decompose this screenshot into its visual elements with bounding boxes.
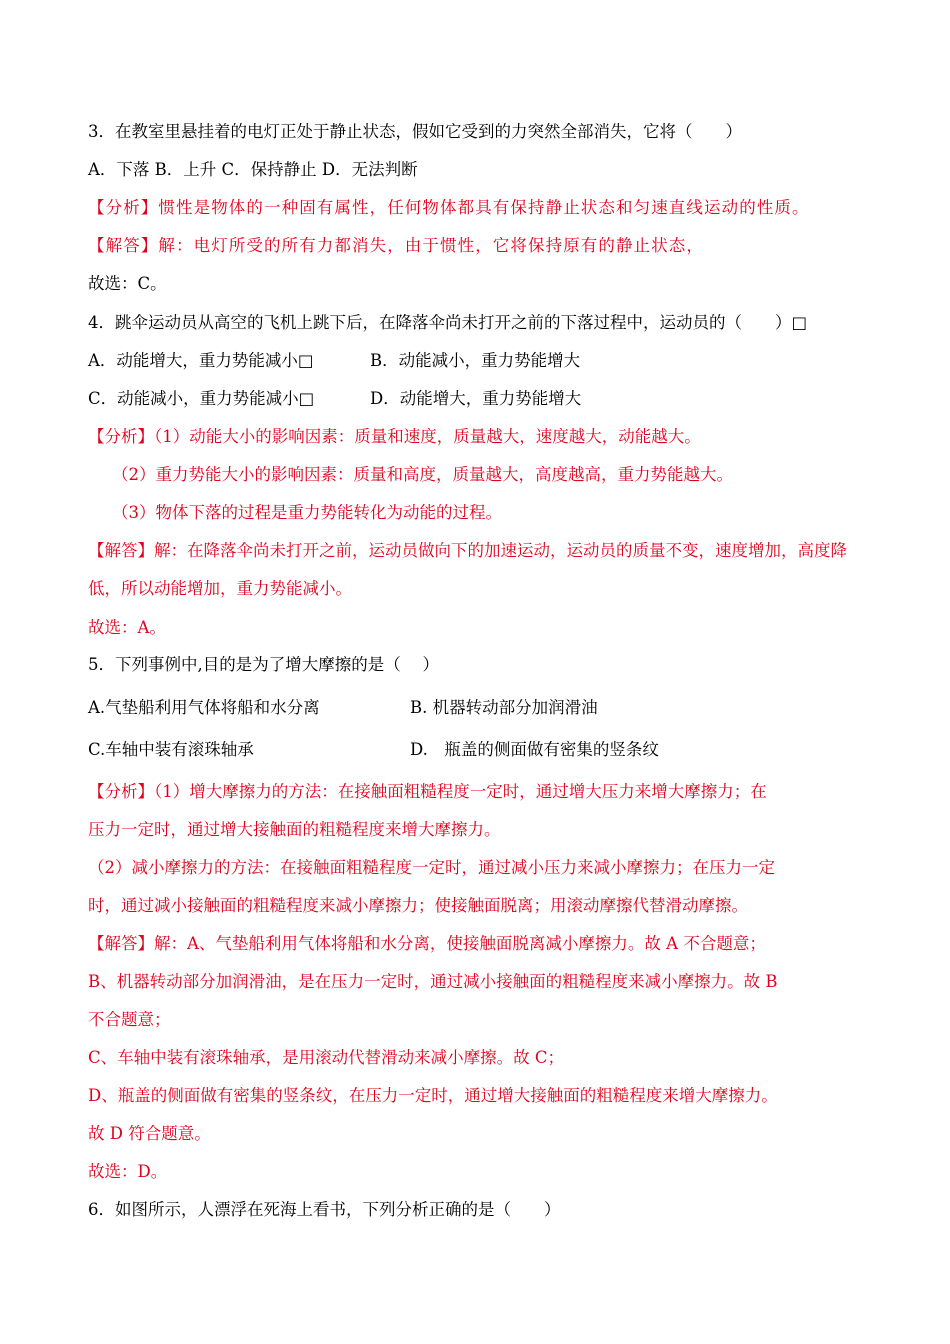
q5-solution-1: 【解答】解：A、气垫船利用气体将船和水分离，使接触面脱离减小摩擦力。故 A 不合题意；: [88, 934, 766, 953]
q5-solution-3: 不合题意；: [88, 1010, 171, 1029]
q3-answer: 故选：C。: [88, 274, 167, 293]
q5-option-d: D. 瓶盖的侧面做有密集的竖条纹: [410, 740, 659, 759]
q5-analysis-2: 压力一定时，通过增大接触面的粗糙程度来增大摩擦力。: [88, 820, 501, 839]
q4-stem: 4．跳伞运动员从高空的飞机上跳下后，在降落伞尚未打开之前的下落过程中，运动员的（ ）□: [88, 313, 808, 332]
q5-solution-4: C、车轴中装有滚珠轴承，是用滚动代替滑动来减小摩擦。故 C；: [88, 1048, 564, 1067]
q4-option-d: D．动能增大，重力势能增大: [370, 389, 582, 408]
q4-option-a: A．动能增大，重力势能减小□: [88, 351, 314, 370]
q4-solution-1: 【解答】解：在降落伞尚未打开之前，运动员做向下的加速运动，运动员的质量不变，速度增加，高度降: [88, 541, 847, 560]
q5-answer: 故选：D。: [88, 1162, 168, 1181]
q5-analysis-1: 【分析】（1）增大摩擦力的方法：在接触面粗糙程度一定时，通过增大压力来增大摩擦力；在: [88, 782, 767, 801]
q5-option-c: C.车轴中装有滚珠轴承: [88, 740, 254, 759]
q5-solution-5: D、瓶盖的侧面做有密集的竖条纹，在压力一定时，通过增大接触面的粗糙程度来增大摩擦力。: [88, 1086, 778, 1105]
q3-options: A．下落 B．上升 C．保持静止 D．无法判断: [88, 160, 418, 179]
q6-stem: 6．如图所示，人漂浮在死海上看书，下列分析正确的是（ ）: [88, 1200, 561, 1219]
q4-analysis-1: 【分析】（1）动能大小的影响因素：质量和速度，质量越大，速度越大，动能越大。: [88, 427, 701, 446]
q4-analysis-2: （2）重力势能大小的影响因素：质量和高度，质量越大，高度越高，重力势能越大。: [112, 465, 733, 484]
q5-analysis-3: （2）减小摩擦力的方法：在接触面粗糙程度一定时，通过减小压力来减小摩擦力；在压力一定: [88, 858, 775, 877]
q4-answer: 故选：A。: [88, 618, 166, 637]
q5-solution-6: 故 D 符合题意。: [88, 1124, 211, 1143]
q3-stem: 3．在教室里悬挂着的电灯正处于静止状态，假如它受到的力突然全部消失，它将（ ）: [88, 122, 742, 141]
q3-analysis: 【分析】惯性是物体的一种固有属性，任何物体都具有保持静止状态和匀速直线运动的性质。: [88, 198, 810, 217]
q4-option-c: C．动能减小，重力势能减小□: [88, 389, 315, 408]
q5-option-b: B. 机器转动部分加润滑油: [410, 698, 598, 717]
q3-solution: 【解答】解：电灯所受的所有力都消失，由于惯性，它将保持原有的静止状态，: [88, 236, 704, 255]
q5-analysis-4: 时，通过减小接触面的粗糙程度来减小摩擦力；使接触面脱离；用滚动摩擦代替滑动摩擦。: [88, 896, 748, 915]
q4-analysis-3: （3）物体下落的过程是重力势能转化为动能的过程。: [112, 503, 502, 522]
q5-stem: 5．下列事例中,目的是为了增大摩擦的是（ ）: [88, 655, 439, 674]
q4-option-b: B．动能减小，重力势能增大: [370, 351, 581, 370]
q4-solution-2: 低，所以动能增加，重力势能减小。: [88, 579, 352, 598]
q5-solution-2: B、机器转动部分加润滑油，是在压力一定时，通过减小接触面的粗糙程度来减小摩擦力。故 B: [88, 972, 778, 991]
q5-option-a: A.气垫船利用气体将船和水分离: [88, 698, 320, 717]
